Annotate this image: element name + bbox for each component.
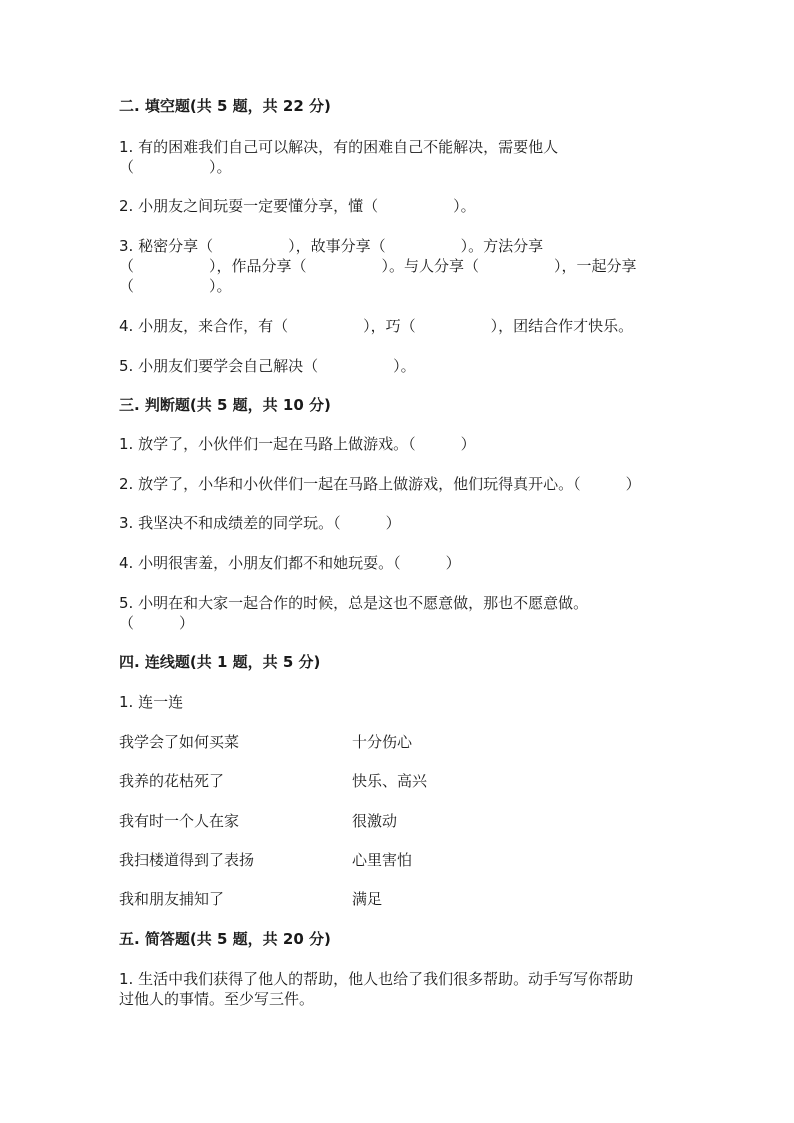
match-left-item: 我扫楼道得到了表扬 xyxy=(119,851,255,869)
section-heading-short: 五. 简答题(共 5 题，共 20 分) xyxy=(119,930,331,948)
judge-question-4: 4. 小明很害羞，小朋友们都不和她玩耍。（ ） xyxy=(119,554,461,572)
judge-question-1: 1. 放学了，小伙伴们一起在马路上做游戏。（ ） xyxy=(119,435,476,453)
match-left-item: 我养的花枯死了 xyxy=(119,772,225,790)
match-right-item: 快乐、高兴 xyxy=(352,772,428,790)
match-question-1: 1. 连一连 xyxy=(119,693,184,711)
match-left-item: 我学会了如何买菜 xyxy=(119,733,240,751)
short-question-1-line-1: 1. 生活中我们获得了他人的帮助，他人也给了我们很多帮助。动手写写你帮助 xyxy=(119,970,634,988)
judge-question-5-line-2: （ ） xyxy=(119,614,195,632)
fill-question-3-line-1: 3. 秘密分享（ ），故事分享（ ）。方法分享 xyxy=(119,237,544,255)
judge-question-5-line-1: 5. 小明在和大家一起合作的时候，总是这也不愿意做，那也不愿意做。 xyxy=(119,594,589,612)
section-heading-match: 四. 连线题(共 1 题，共 5 分) xyxy=(119,653,321,671)
fill-question-1-line-2: （ ）。 xyxy=(119,158,232,176)
fill-question-2: 2. 小朋友之间玩耍一定要懂分享，懂（ ）。 xyxy=(119,197,476,215)
fill-question-4: 4. 小朋友，来合作，有（ ），巧（ ），团结合作才快乐。 xyxy=(119,317,634,335)
judge-question-2: 2. 放学了，小华和小伙伴们一起在马路上做游戏，他们玩得真开心。（ ） xyxy=(119,475,641,493)
judge-question-3: 3. 我坚决不和成绩差的同学玩。（ ） xyxy=(119,514,401,532)
match-right-item: 心里害怕 xyxy=(352,851,413,869)
section-heading-fill: 二. 填空题(共 5 题，共 22 分) xyxy=(119,97,331,115)
short-question-1-line-2: 过他人的事情。至少写三件。 xyxy=(119,990,315,1008)
fill-question-3-line-3: （ ）。 xyxy=(119,277,232,295)
match-right-item: 满足 xyxy=(352,890,383,908)
section-heading-judge: 三. 判断题(共 5 题，共 10 分) xyxy=(119,396,331,414)
fill-question-3-line-2: （ ），作品分享（ ）。与人分享（ ），一起分享 xyxy=(119,257,637,275)
match-right-item: 十分伤心 xyxy=(352,733,413,751)
match-left-item: 我有时一个人在家 xyxy=(119,812,240,830)
fill-question-1-line-1: 1. 有的困难我们自己可以解决，有的困难自己不能解决，需要他人 xyxy=(119,138,559,156)
match-right-item: 很激动 xyxy=(352,812,398,830)
fill-question-5: 5. 小朋友们要学会自己解决（ ）。 xyxy=(119,357,416,375)
match-left-item: 我和朋友捕知了 xyxy=(119,890,225,908)
